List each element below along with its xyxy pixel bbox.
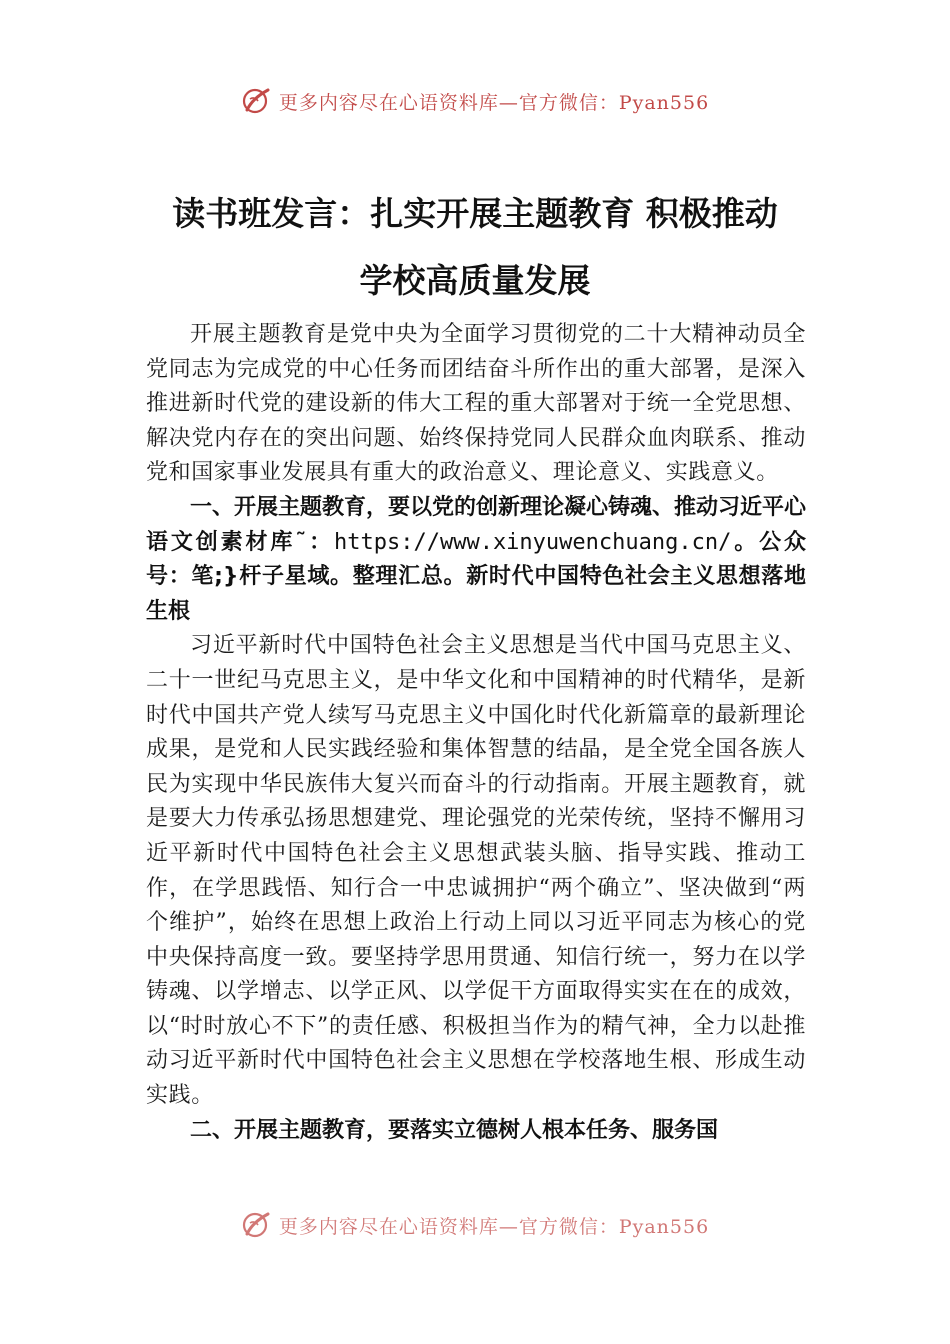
brush-logo-icon xyxy=(241,86,271,116)
brush-logo-icon xyxy=(241,1210,271,1240)
document-body xyxy=(146,318,806,1148)
paragraph-intro: 开展主题教育是党中央为全面学习贯彻党的二十大精神动员全党同志为完成党的中心任务而团结奋斗所作出的重大部署，是深入推进新时代党的建设新的伟大工程的重大部署对于统一全党思想、解决党内存在的突出问题、始终保持党同人民群众血肉联系、推动党和国家事业发展具有重大的政治意义、理论意义、实践意义。 xyxy=(146,322,806,486)
document-title-line2: 学校高质量发展 xyxy=(359,261,591,300)
watermark-header xyxy=(0,86,950,116)
document-title-line1: 读书班发言：扎实开展主题教育 积极推动 xyxy=(172,194,778,233)
watermark-footer xyxy=(0,1210,950,1240)
section-heading-1-part2: 。公众号：笔;}杆子星域。整理汇总。新时代中国特色社会主义思想落地生根 xyxy=(146,529,806,624)
section-heading-1 xyxy=(146,491,806,629)
section-heading-1-part1: 一、开展主题教育，要以党的创新理论凝心铸魂、推动习近平心语文创素材库˜： xyxy=(146,494,807,555)
section-heading-2: 二、开展主题教育，要落实立德树人根本任务、服务国 xyxy=(190,1117,719,1143)
watermark-text: 更多内容尽在心语资料库—官方微信：Pyan556 xyxy=(278,91,710,114)
source-url-link[interactable]: https://www.xinyuwenchuang.cn/ xyxy=(334,529,732,555)
watermark-text-footer: 更多内容尽在心语资料库—官方微信：Pyan556 xyxy=(278,1215,710,1238)
paragraph-section-1: 习近平新时代中国特色社会主义思想是当代中国马克思主义、二十一世纪马克思主义，是中华文化和中国精神的时代精华，是新时代中国共产党人续写马克思主义中国化时代化新篇章的最新理论成果，是党和人民实践经验和集体智慧的结晶，是全党全国各族人民为实现中华民族伟大复兴而奋斗的行动指南。开展主题教育，就是要大力传承弘扬思想建党、理论强党的光荣传统，坚持不懈用习近平新时代中国特色社会主义思想武装头脑、指导实践、推动工作，在学思践悟、知行合一中忠诚拥护“两个确立”、坚决做到“两个维护”，始终在思想上政治上行动上同以习近平同志为核心的党中央保持高度一致。要坚持学思用贯通、知信行统一，努力在以学铸魂、以学增志、以学正风、以学促干方面取得实实在在的成效，以“时时放心不下”的责任感、积极担当作为的精气神，全力以赴推动习近平新时代中国特色社会主义思想在学校落地生根、形成生动实践。 xyxy=(146,633,806,1109)
